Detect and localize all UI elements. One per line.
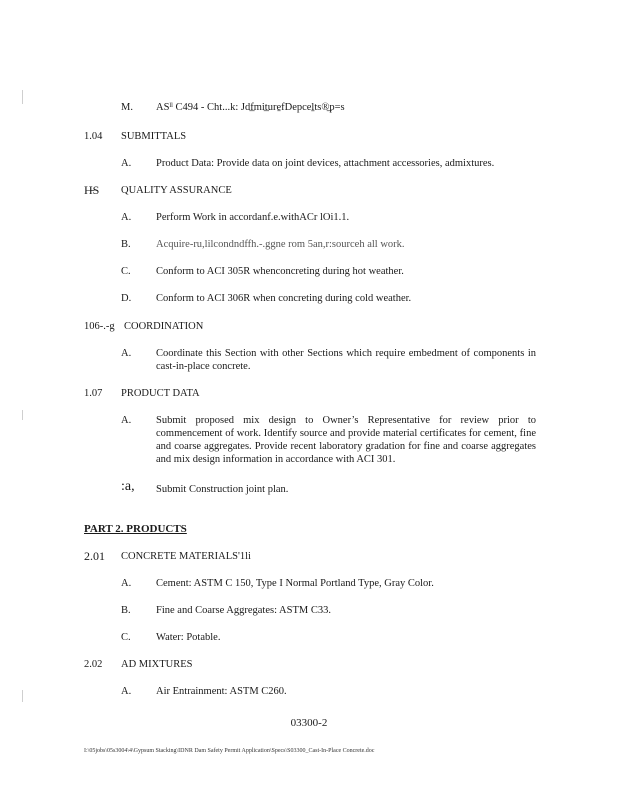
- item-text: Acquire-ru,lilcondndffh.-.ggne rom 5an,r:sourceh all work.: [156, 239, 405, 250]
- part-heading: PART 2. PRODUCTS: [84, 523, 187, 535]
- item-letter: C.: [121, 632, 131, 643]
- section-title: PRODUCT DATA: [121, 388, 200, 399]
- item-text: Fine and Coarse Aggregates: ASTM C33.: [156, 605, 331, 616]
- section-number: 106-.-g: [84, 321, 115, 332]
- scan-artifact: [22, 410, 23, 420]
- scan-artifact: [22, 690, 23, 702]
- item-letter: :a,: [121, 479, 135, 494]
- item-letter: M.: [121, 102, 133, 113]
- item-text: Air Entrainment: ASTM C260.: [156, 686, 287, 697]
- item-letter: A.: [121, 686, 132, 697]
- section-title: CONCRETE MATERIALS'1li: [121, 551, 251, 562]
- section-number: 2.01: [84, 549, 105, 563]
- item-letter: A.: [121, 212, 132, 223]
- item-text: Cement: ASTM C 150, Type I Normal Portland Type, Gray Color.: [156, 578, 434, 589]
- item-text: Submit Construction joint plan.: [156, 484, 289, 495]
- item-letter: A.: [121, 578, 132, 589]
- scan-artifact: [22, 90, 23, 104]
- section-title: SUBMITTALS: [121, 131, 187, 142]
- item-text: Product Data: Provide data on joint devices, attachment accessories, admixtures.: [156, 158, 495, 169]
- file-path-footer: I:\05jobs\05s3004\4\Gypsum Stacking\IDNR Dam Safety Permit Application\Specs\S03300_Cast-In-Place Concrete.doc: [84, 748, 375, 754]
- section-title: COORDINATION: [124, 321, 204, 332]
- item-text: Conform to ACI 306R when concreting during cold weather.: [156, 293, 412, 304]
- section-number: 1.04: [84, 131, 103, 142]
- item-text: ASˡˡ C494 - Cht...k: Jdf̲mit̲ure̱fDepceḻts®̲p=s: [156, 102, 345, 113]
- item-text: Water: Potable.: [156, 632, 221, 643]
- item-text: Conform to ACI 305R whenconcreting during hot weather.: [156, 266, 404, 277]
- section-number: 2.02: [84, 659, 103, 670]
- item-letter: B.: [121, 239, 131, 250]
- item-letter: A.: [121, 348, 132, 359]
- item-text: Coordinate this Section with other Sections which require embedment of components in cast-in-place concrete.: [156, 348, 536, 372]
- section-title: QUALITY ASSURANCE: [121, 185, 232, 196]
- section-number: H̵̵S: [84, 183, 100, 197]
- item-letter: D.: [121, 293, 132, 304]
- item-letter: C.: [121, 266, 131, 277]
- item-text: Submit proposed mix design to Owner’s Representative for review prior to commencement of work. Identify source and provide material certificates for cement, fine and coarse aggregates. Provide recent laboratory gradation for fine and coarse aggregates and mix design information in accordance with ACI 301.: [156, 415, 536, 465]
- item-letter: A.: [121, 415, 132, 426]
- item-text: Perform Work in accordanf.e.withACr lOi1.1.: [156, 212, 350, 223]
- section-title: AD MIXTURES: [121, 659, 193, 670]
- section-number: 1.07: [84, 388, 103, 399]
- item-letter: A.: [121, 158, 132, 169]
- item-letter: B.: [121, 605, 131, 616]
- page-number: 03300-2: [290, 717, 328, 729]
